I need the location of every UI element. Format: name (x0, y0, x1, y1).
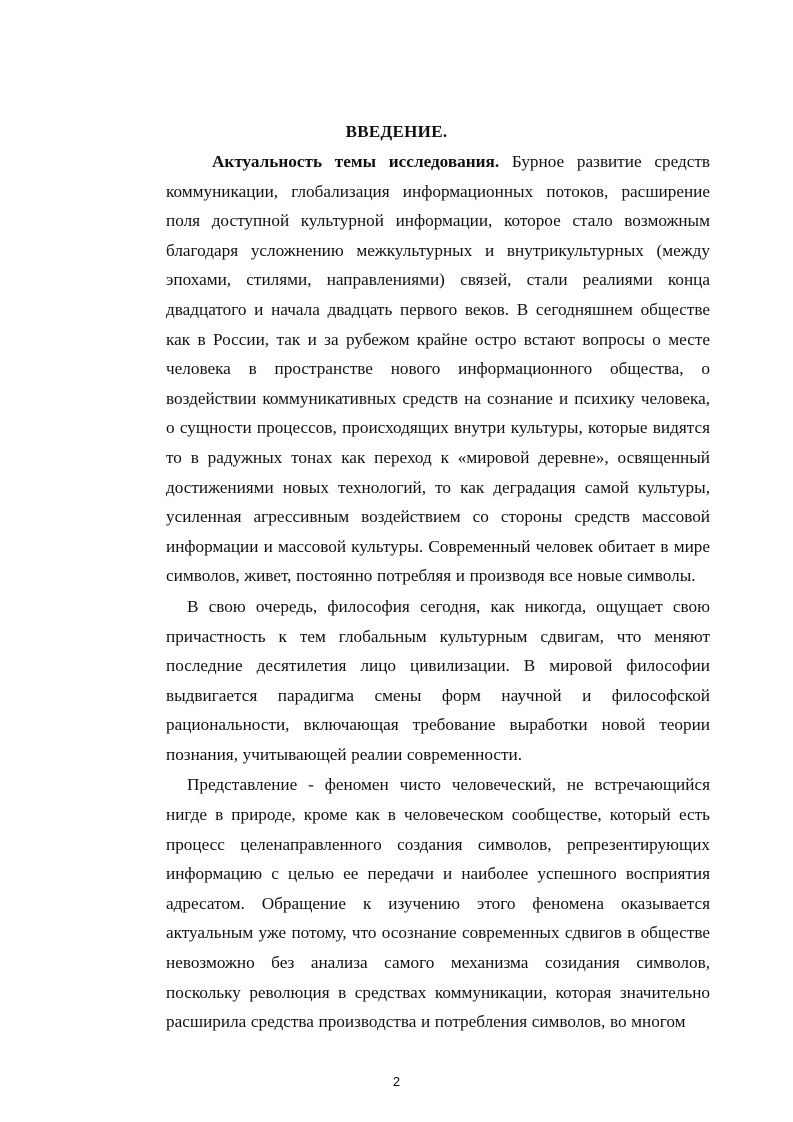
body-text (166, 147, 710, 1037)
paragraph-1-text: Бурное развитие средств коммуникации, глобализация информационных потоков, расширение поля доступной культурной информации, которое стало возможным благодаря усложнению межкультурных и внутрикультурных (между эпохами, стилями, направлениями) связей, стали реалиями конца двадцатого и начала двадцать первого веков. В сегодняшнем обществе как в России, так и за рубежом крайне остро встают вопросы о месте человека в пространстве нового информационного общества, о воздействии коммуникативных средств на сознание и психику человека, о сущности процессов, происходящих внутри культуры, которые видятся то в радужных тонах как переход к «мировой деревне», освященный достижениями новых технологий, то как деградация самой культуры, усиленная агрессивным воздействием со стороны средств массовой информации и массовой культуры. Современный человек обитает в мире символов, живет, постоянно потребляя и производя все новые символы. (166, 152, 710, 586)
paragraph-3-text: Представление - феномен чисто человеческий, не встречающийся нигде в природе, кроме как в человеческом сообществе, который есть процесс целенаправленного создания символов, репрезентирующих информацию с целью ее передачи и наиболее успешного восприятия адресатом. Обращение к изучению этого феномена оказывается актуальным уже потому, что осознание современных сдвигов в обществе невозможно без анализа самого механизма созидания символов, поскольку революция в средствах коммуникации, которая значительно расширила средства производства и потребления символов, во многом (166, 775, 710, 1032)
paragraph-2 (166, 592, 710, 770)
page-number: 2 (392, 1074, 401, 1089)
section-heading: ВВЕДЕНИЕ. (345, 122, 448, 141)
paragraph-2-text: В свою очередь, философия сегодня, как никогда, ощущает свою причастность к тем глобальным культурным сдвигам, что меняют последние десятилетия лицо цивилизации. В мировой философии выдвигается парадигма смены форм научной и философской рациональности, включающая требование выработки новой теории познания, учитывающей реалии современности. (166, 596, 710, 764)
paragraph-1 (166, 147, 710, 591)
paragraph-lead: Актуальность темы исследования. (212, 152, 500, 171)
paragraph-3 (166, 770, 710, 1036)
